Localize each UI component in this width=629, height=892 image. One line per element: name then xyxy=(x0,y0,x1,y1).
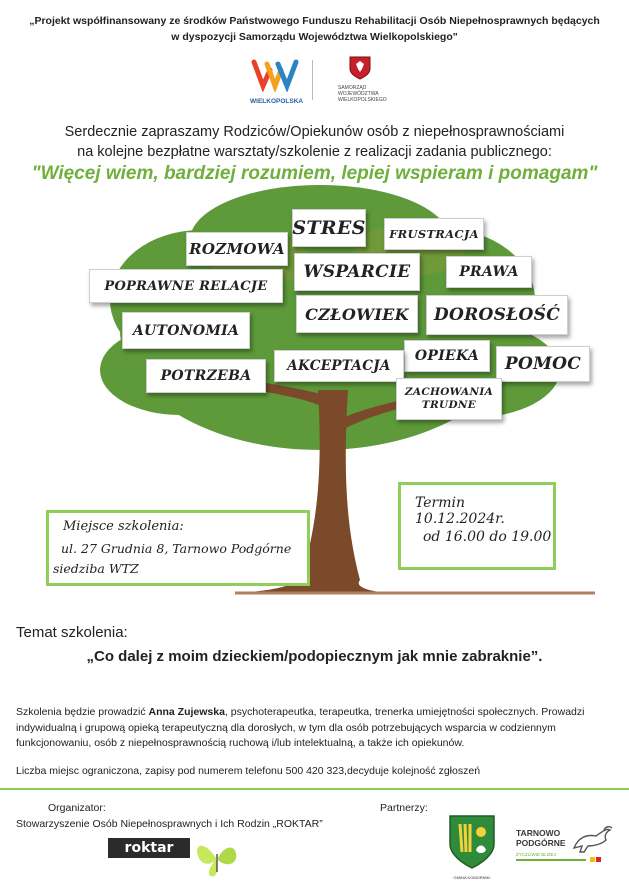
invitation-line-1: Serdecznie zapraszamy Rodziców/Opiekunów osób z niepełnosprawnościami xyxy=(64,124,565,140)
word-frustracja: FRUSTRACJA xyxy=(384,218,484,250)
trainer-description xyxy=(16,705,616,752)
tarnowo-text-1: TARNOWO xyxy=(516,828,561,838)
invitation-line-2: na kolejne bezpłatne warsztaty/szkolenie z realizacji zadania publicznego: xyxy=(77,144,552,160)
roktar-logo: roktar xyxy=(108,838,190,858)
place-box xyxy=(46,510,310,586)
word-wsparcie: WSPARCIE xyxy=(294,253,420,291)
registration-info: Liczba miejsc ograniczona, zapisy pod numerem telefonu 500 420 323,decyduje kolejność zgłoszeń xyxy=(16,765,481,777)
samorzad-text-1: SAMORZĄD xyxy=(338,85,367,91)
word-pomoc: POMOC xyxy=(496,346,590,382)
task-title: "Więcej wiem, bardziej rozumiem, lepiej wspieram i pomagam" xyxy=(31,163,598,184)
word-opieka: OPIEKA xyxy=(404,340,490,372)
trainer-name: Anna Zujewska xyxy=(148,706,225,718)
place-venue: siedziba WTZ xyxy=(53,561,139,576)
tarnowo-red-square xyxy=(596,857,601,862)
topic-label: Temat szkolenia: xyxy=(16,624,128,641)
tarnowo-yellow-square xyxy=(590,857,595,862)
word-zachowania-trudne xyxy=(396,378,502,420)
tarnowo-podgorne-logo xyxy=(512,824,622,868)
wielkopolska-logo xyxy=(250,56,304,106)
tarnowo-stripe xyxy=(516,859,586,861)
organizer-name: Stowarzyszenie Osób Niepełnosprawnych i Ich Rodzin „ROKTAR” xyxy=(16,818,323,830)
tarnowo-text-2: PODGÓRNE xyxy=(516,838,566,848)
trainer-bio: , psychoterapeutka, terapeutka, trenerka umiejętności społecznych. Prowadzi indywidualną i grupową opieką terapeutyczną dla dorosłych, w tym dla osób potrzebujących wsparcia w codziennym funkcjonowaniu, osób z niepełnosprawnością ruchową i/lub intelektualną, a także ich opiekunów. xyxy=(16,706,585,749)
samorzad-logo xyxy=(330,56,390,106)
samorzad-text-3: WIELKOPOLSKIEGO xyxy=(338,97,387,103)
butterfly-icon xyxy=(192,832,242,882)
word-autonomia: AUTONOMIA xyxy=(122,312,250,349)
topic-title: „Co dalej z moim dzieckiem/podopiecznym jak mnie zabraknie”. xyxy=(86,648,543,665)
word-zachowania-line2: TRUDNE xyxy=(421,399,477,411)
date-line: Termin 10.12.2024r. xyxy=(415,495,505,527)
coat-of-arms-icon xyxy=(349,56,371,80)
word-stres: STRES xyxy=(292,209,366,247)
word-akceptacja: AKCEPTACJA xyxy=(274,350,404,382)
word-poprawne-relacje: POPRAWNE RELACJE xyxy=(89,269,283,303)
word-doroslosc: DOROSŁOŚĆ xyxy=(426,295,568,335)
gmina-logo-text: GMINA KOMORNIKI xyxy=(453,875,491,880)
word-prawa: PRAWA xyxy=(446,256,532,288)
place-address: ul. 27 Grudnia 8, Tarnowo Podgórne xyxy=(61,541,292,556)
organizer-label: Organizator: xyxy=(48,802,106,814)
date-box xyxy=(398,482,556,570)
wielkopolska-logo-text: WIELKOPOLSKA xyxy=(250,98,304,105)
footer-divider xyxy=(0,788,629,790)
tarnowo-tagline: ŻYCZLIWIE BLIŻEJ xyxy=(516,852,557,857)
wielkopolska-w-icon xyxy=(250,56,300,92)
place-label: Miejsce szkolenia: xyxy=(63,519,184,534)
word-potrzeba: POTRZEBA xyxy=(146,359,266,393)
gmina-crest-icon xyxy=(448,814,496,870)
partners-label: Partnerzy: xyxy=(380,802,428,814)
gmina-komorniki-logo xyxy=(448,814,496,880)
project-funding-line-2: w dyspozycji Samorządu Województwa Wielkopolskiego" xyxy=(171,31,458,43)
word-zachowania-line1: ZACHOWANIA xyxy=(404,386,494,398)
time-line: od 16.00 do 19.00 xyxy=(423,529,552,545)
word-czlowiek: CZŁOWIEK xyxy=(296,295,418,333)
samorzad-text-2: WOJEWÓDZTWA xyxy=(338,91,379,97)
goat-icon xyxy=(568,824,614,854)
logo-divider xyxy=(312,60,313,100)
project-funding-line-1: „Projekt współfinansowany ze środków Państwowego Funduszu Rehabilitacji Osób Niepełnosprawnych będących xyxy=(29,15,600,27)
trainer-intro: Szkolenia będzie prowadzić xyxy=(16,706,149,718)
word-rozmowa: ROZMOWA xyxy=(186,232,288,266)
